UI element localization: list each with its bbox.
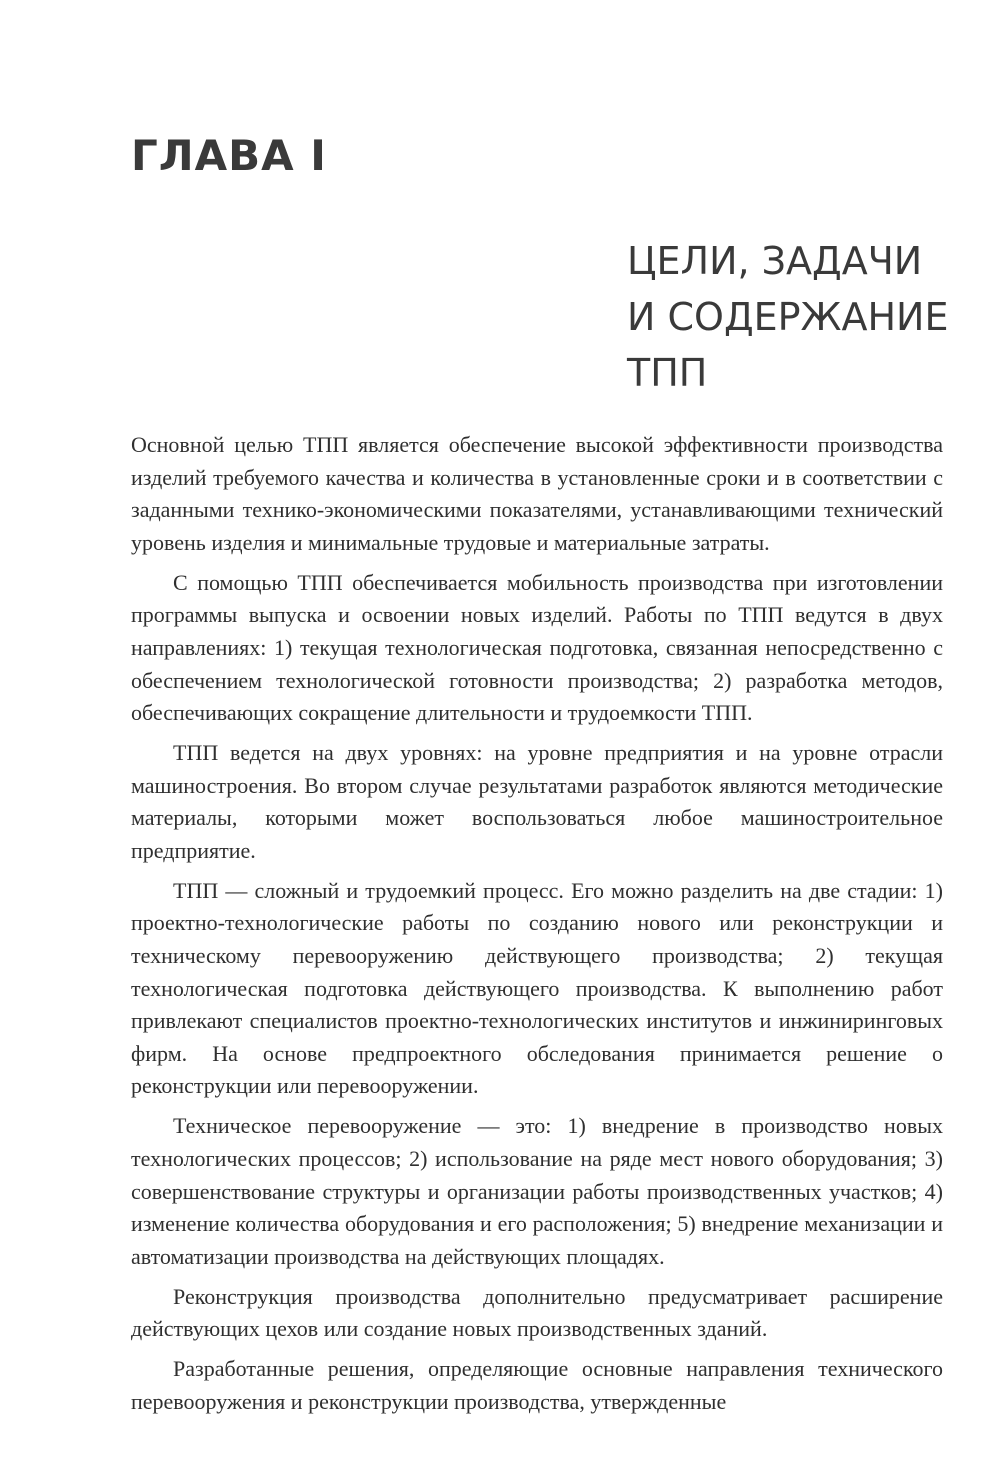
chapter-title-line: ТПП — [627, 351, 708, 395]
paragraph: Техническое перевооружение — это: 1) внедрение в производство новых технологических процессов; 2) использование на ряде мест нового оборудования; 3) совершенствование структуры и организации работы производственных участков; 4) изменение количества оборудования и его расположения; 5) внедрение механизации и автоматизации производства на действующих площадях. — [131, 1113, 943, 1269]
paragraph: Основной целью ТПП является обеспечение высокой эффективности производства изделий требуемого качества и количества в установленные сроки и в соответствии с заданными технико-экономическими показателями, устанавливающими технический уровень изделия и минимальные трудовые и материальные затраты. — [131, 432, 943, 555]
chapter-title-line: И СОДЕРЖАНИЕ — [627, 295, 949, 339]
paragraph: ТПП — сложный и трудоемкий процесс. Его можно разделить на две стадии: 1) проектно-технологические работы по созданию нового или реконструкции и техническому перевооружению действующего производства; 2) текущая технологическая подготовка действующего производства. К выполнению работ привлекают специалистов проектно-технологических институтов и инжиниринговых фирм. На основе предпроектного обследования принимается решение о реконструкции или перевооружении. — [131, 877, 943, 1099]
chapter-title-line: ЦЕЛИ, ЗАДАЧИ — [627, 239, 923, 283]
paragraph: С помощью ТПП обеспечивается мобильность производства при изготовлении программы выпуска и освоении новых изделий. Работы по ТПП ведутся в двух направлениях: 1) текущая технологическая подготовка, связанная непосредственно с обеспечением технологической готовности производства; 2) разработка методов, обеспечивающих сокращение длительности и трудоемкости ТПП. — [131, 569, 943, 726]
paragraph: Реконструкция производства дополнительно предусматривает расширение действующих цехов или создание новых производственных зданий. — [131, 1283, 943, 1342]
chapter-label: ГЛАВА I — [131, 131, 327, 180]
chapter-title — [627, 233, 949, 401]
paragraph: Разработанные решения, определяющие основные направления технического перевооружения и реконструкции производства, утвержденные — [131, 1356, 943, 1414]
paragraph: ТПП ведется на двух уровнях: на уровне предприятия и на уровне отрасли машиностроения. Во втором случае результатами разработок являются методические материалы, которыми может воспользоваться любое машиностроительное предприятие. — [131, 740, 943, 863]
chapter-body — [131, 429, 943, 1426]
